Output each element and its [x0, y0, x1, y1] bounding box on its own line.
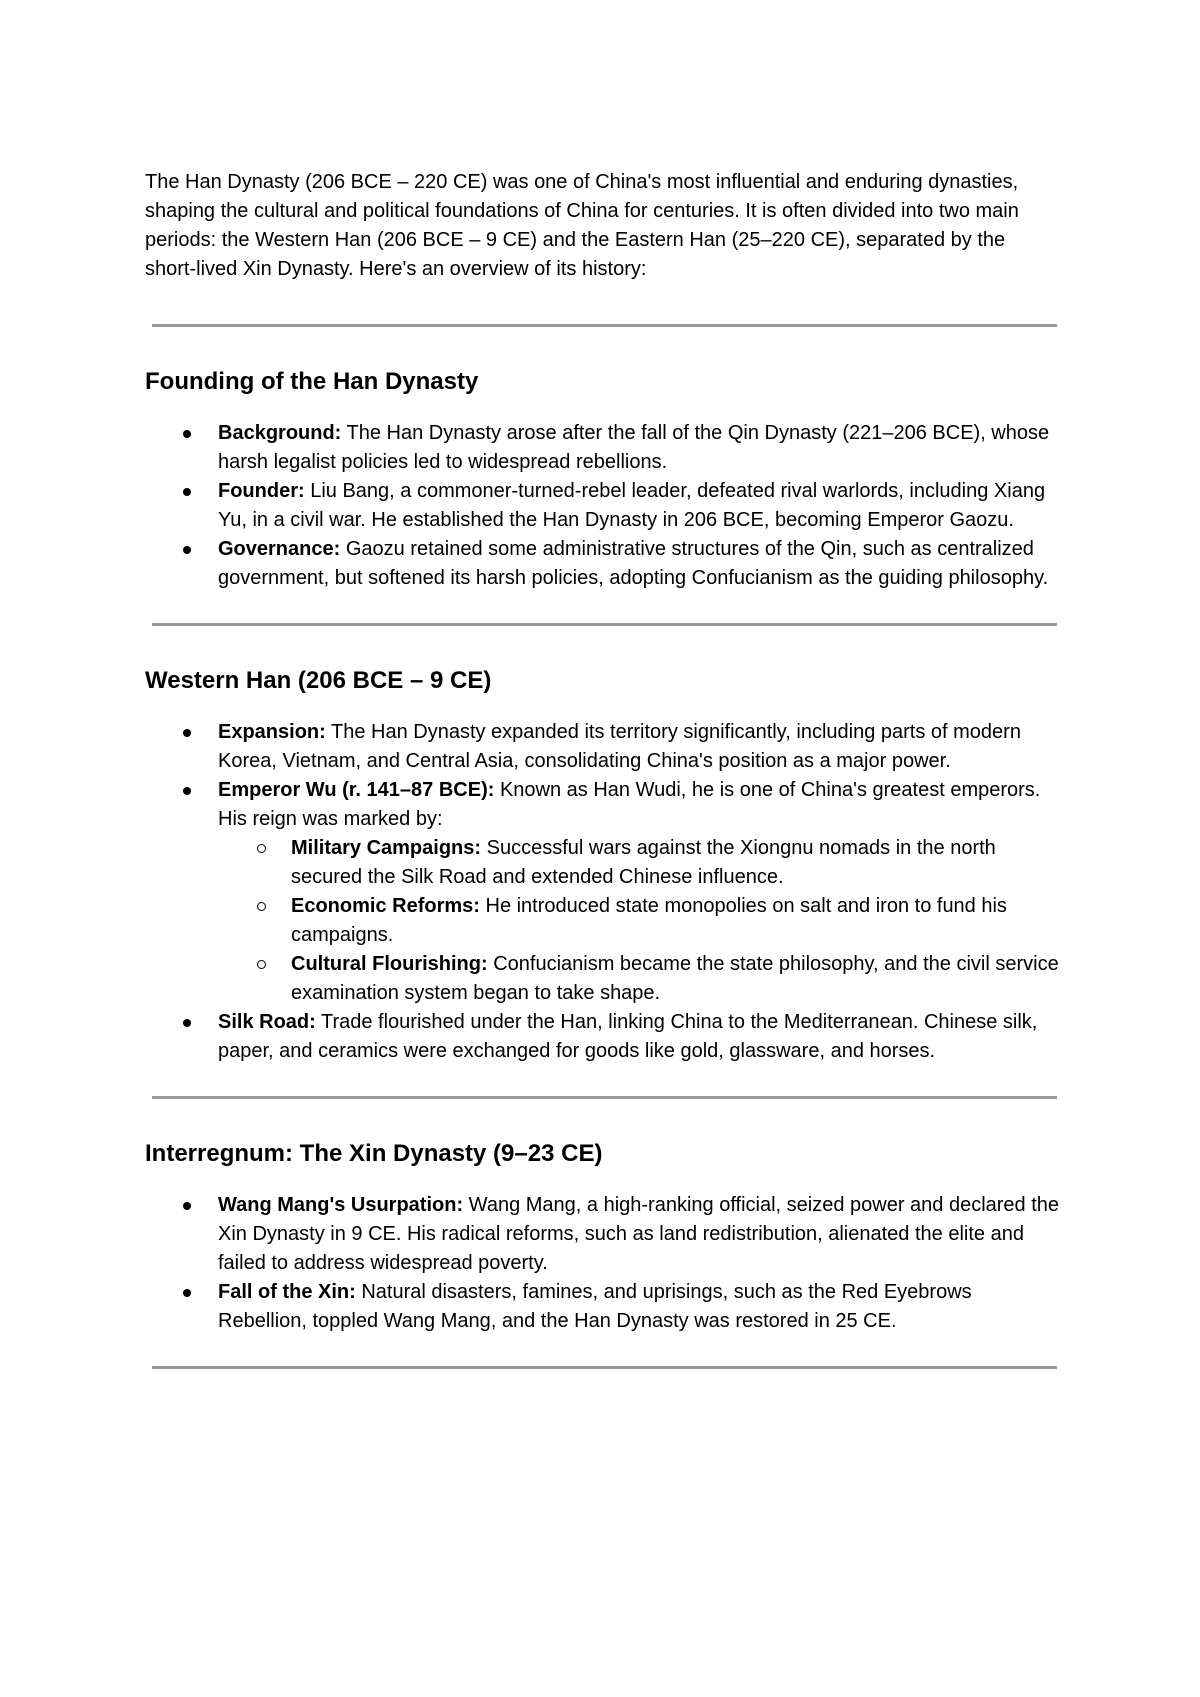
list-item-term: Background:: [218, 422, 342, 444]
list-item: [218, 1191, 1065, 1278]
list-item-text: The Han Dynasty arose after the fall of the Qin Dynasty (221–206 BCE), whose harsh legalist policies led to widespread rebellions.: [218, 422, 1050, 473]
list-item: [218, 776, 1065, 1008]
list-item: [218, 477, 1065, 535]
section-divider: [152, 1096, 1057, 1099]
bullet-list-western-han: [145, 718, 1065, 1066]
list-item-term: Emperor Wu (r. 141–87 BCE):: [218, 779, 495, 801]
section-divider: [152, 1366, 1057, 1369]
list-item-term: Governance:: [218, 538, 341, 560]
bullet-list-xin-dynasty: [145, 1191, 1065, 1336]
list-item: [218, 535, 1065, 593]
list-item-text: Known as Han Wudi, he is one of China's greatest emperors. His reign was marked by:: [218, 779, 1041, 830]
list-item-text: Wang Mang, a high-ranking official, seized power and declared the Xin Dynasty in 9 CE. His radical reforms, such as land redistribution, alienated the elite and failed to address widespread poverty.: [218, 1194, 1060, 1274]
list-item-term: Expansion:: [218, 721, 326, 743]
sub-list-item-text: Confucianism became the state philosophy, and the civil service examination system began to take shape.: [291, 953, 1059, 1004]
list-item-text: Gaozu retained some administrative structures of the Qin, such as centralized government, but softened its harsh policies, adopting Confucianism as the guiding philosophy.: [218, 538, 1049, 589]
list-item-term: Silk Road:: [218, 1011, 316, 1033]
list-item: [218, 1278, 1065, 1336]
list-item: [218, 1008, 1065, 1066]
list-item-text: Liu Bang, a commoner-turned-rebel leader, defeated rival warlords, including Xiang Yu, in a civil war. He established the Han Dynasty in 206 BCE, becoming Emperor Gaozu.: [218, 480, 1046, 531]
bullet-list-founding: [145, 419, 1065, 593]
sub-list-item: [291, 834, 1065, 892]
list-item: [218, 419, 1065, 477]
section-title-western-han: Western Han (206 BCE – 9 CE): [145, 667, 492, 694]
list-item-text: The Han Dynasty expanded its territory significantly, including parts of modern Korea, Vietnam, and Central Asia, consolidating China's position as a major power.: [218, 721, 1021, 772]
sub-list-item: [291, 950, 1065, 1008]
list-item-term: Fall of the Xin:: [218, 1281, 356, 1303]
section-divider: [152, 623, 1057, 626]
list-item-term: Wang Mang's Usurpation:: [218, 1194, 464, 1216]
sub-list-emperor-wu: [218, 834, 1065, 1008]
document-page: [145, 168, 1065, 1369]
sub-list-item-term: Cultural Flourishing:: [291, 953, 488, 975]
intro-paragraph: The Han Dynasty (206 BCE – 220 CE) was one of China's most influential and enduring dynasties, shaping the cultural and political foundations of China for centuries. It is often divided into two main periods: the Western Han (206 BCE – 9 CE) and the Eastern Han (25–220 CE), separated by the short-lived Xin Dynasty. Here's an overview of its history:: [145, 171, 1019, 280]
sub-list-item-text: Successful wars against the Xiongnu nomads in the north secured the Silk Road and extended Chinese influence.: [291, 837, 996, 888]
list-item: [218, 718, 1065, 776]
sub-list-item-term: Economic Reforms:: [291, 895, 480, 917]
section-title-founding: Founding of the Han Dynasty: [145, 368, 479, 395]
list-item-text: Natural disasters, famines, and uprisings, such as the Red Eyebrows Rebellion, toppled Wang Mang, and the Han Dynasty was restored in 25 CE.: [218, 1281, 972, 1332]
sub-list-item-text: He introduced state monopolies on salt and iron to fund his campaigns.: [291, 895, 1007, 946]
section-title-xin-dynasty: Interregnum: The Xin Dynasty (9–23 CE): [145, 1140, 603, 1167]
section-divider: [152, 324, 1057, 327]
sub-list-item-term: Military Campaigns:: [291, 837, 482, 859]
list-item-text: Trade flourished under the Han, linking China to the Mediterranean. Chinese silk, paper, and ceramics were exchanged for goods like gold, glassware, and horses.: [218, 1011, 1038, 1062]
sub-list-item: [291, 892, 1065, 950]
list-item-term: Founder:: [218, 480, 305, 502]
